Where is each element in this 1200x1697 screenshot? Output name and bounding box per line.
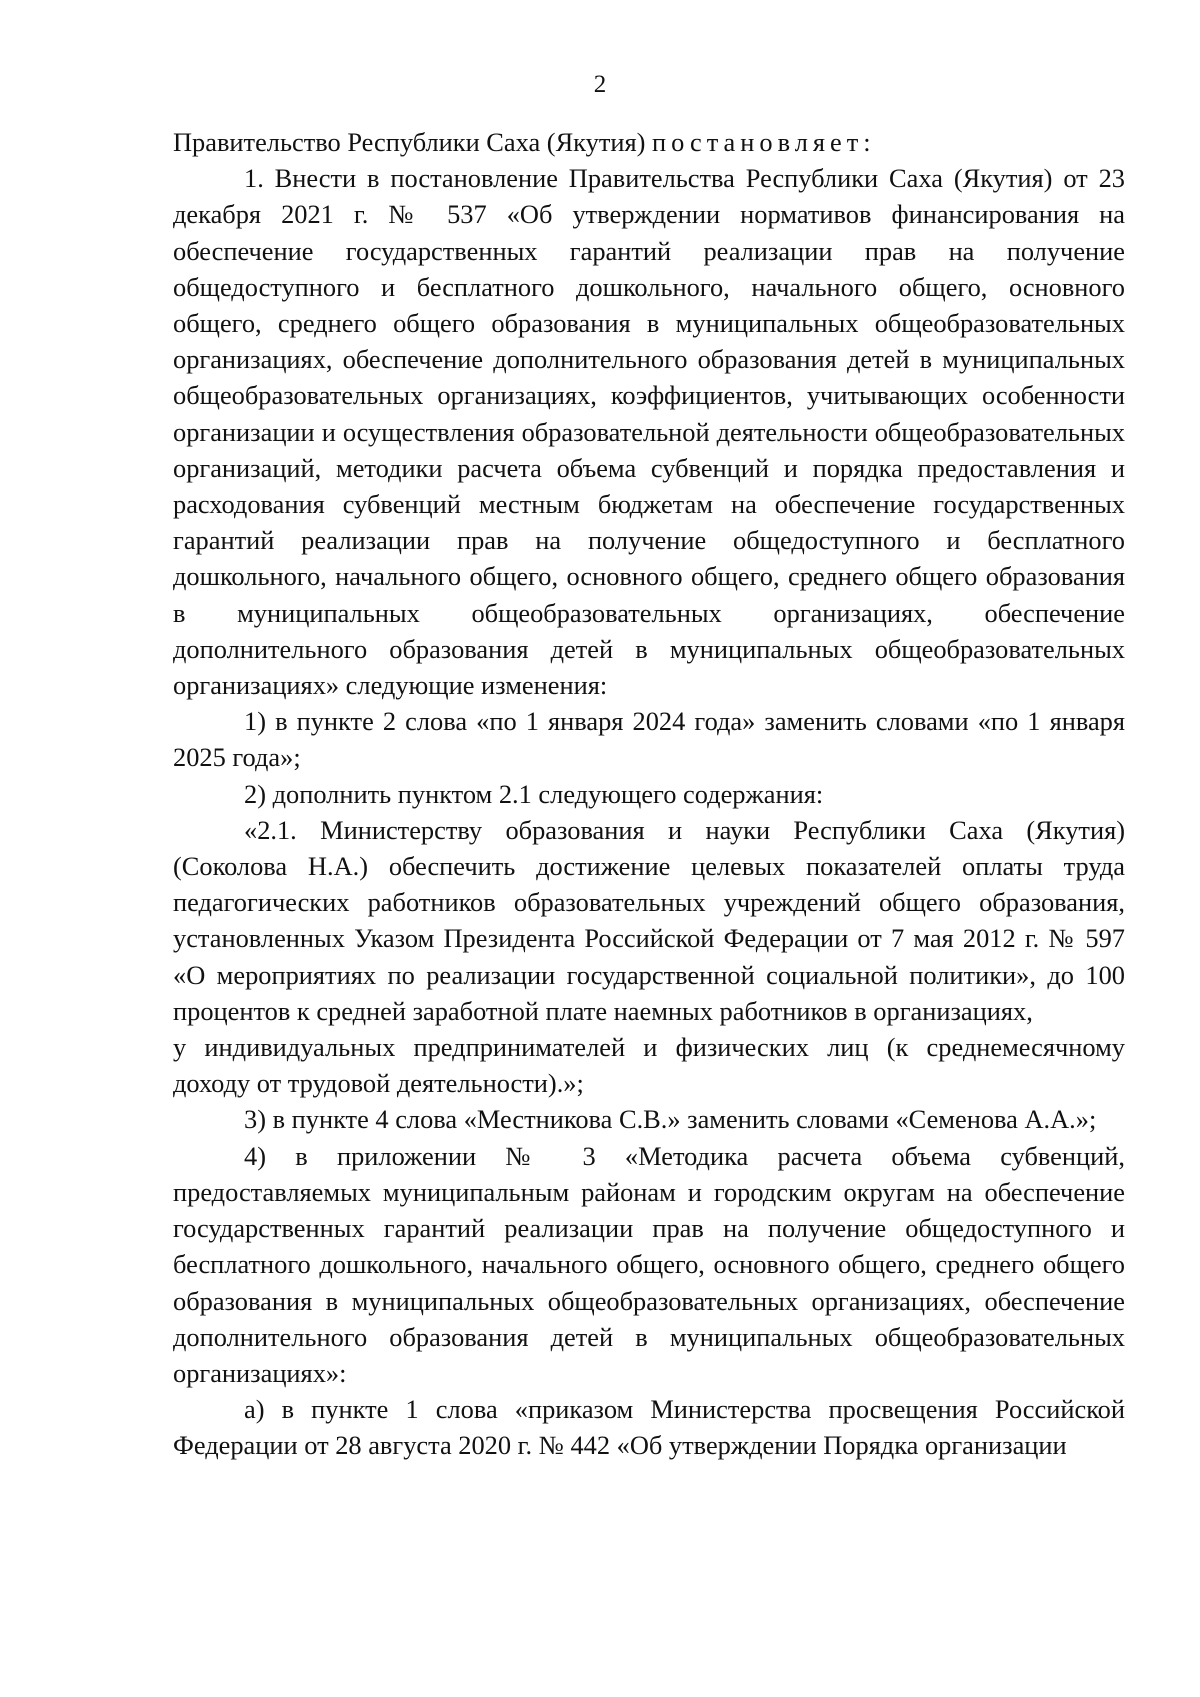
opening-subject: Правительство Республики Саха (Якутия) [173,127,652,157]
paragraph-item-4a: а) в пункте 1 слова «приказом Министерства просвещения Российской Федерации от 28 августа 2020 г. № 442 «Об утверждении Порядка организации [173,1394,1125,1461]
opening-line [173,124,1125,160]
paragraph-item-2: 2) дополнить пунктом 2.1 следующего содержания: [244,778,824,809]
paragraph-item-4: 4) в приложении № 3 «Методика расчета объема субвенций, предоставляемых муниципальным районам и городским округам на обеспечение государственных гарантий реализации прав на получение общедоступного и бесплатного дошкольного, начального общего, основного общего, среднего общего образования в муниципальных общеобразовательных организациях, обеспечение дополнительного образования детей в муниципальных общеобразовательных организациях»: [173,1140,1125,1388]
paragraph-amendment-intro: 1. Внести в постановление Правительства Республики Саха (Якутия) от 23 декабря 2021 г. № 537 «Об утверждении нормативов финансирования на обеспечение государственных гарантий реализации прав на получение общедоступного и бесплатного дошкольного, начального общего, основного общего, среднего общего образования в муниципальных общеобразовательных организациях, обеспечение дополнительного образования детей в муниципальных общеобразовательных организациях, коэффициентов, учитывающих особенности организации и осуществления образовательной деятельности общеобразовательных организаций, методики расчета объема субвенций и порядка предоставления и расходования субвенций местным бюджетам на обеспечение государственных гарантий реализации прав на получение общедоступного и бесплатного дошкольного, начального общего, основного общего, среднего общего образования в муниципальных общеобразовательных организациях, обеспечение дополнительного образования детей в муниципальных общеобразовательных организациях» следующие изменения: [173,163,1125,701]
document-body [173,124,1125,1464]
paragraph-item-2-1-continuation: у индивидуальных предпринимателей и физических лиц (к среднемесячному доходу от трудовой деятельности).»; [173,1032,1125,1099]
paragraph-item-1: 1) в пункте 2 слова «по 1 января 2024 года» заменить словами «по 1 января 2025 года»; [173,706,1125,773]
paragraph-item-2-1-quote: «2.1. Министерству образования и науки Республики Саха (Якутия) (Соколова Н.А.) обеспечить достижение целевых показателей оплаты труда педагогических работников образовательных учреждений общего образования, установленных Указом Президента Российской Федерации от 7 мая 2012 г. № 597 «О мероприятиях по реализации государственной социальной политики», до 100 процентов к средней заработной плате наемных работников в организациях, [173,814,1125,1026]
paragraph-item-3: 3) в пункте 4 слова «Местникова С.В.» заменить словами «Семенова А.А.»; [244,1104,1097,1135]
page-number: 2 [593,71,607,98]
opening-verb: постановляет: [652,127,876,157]
